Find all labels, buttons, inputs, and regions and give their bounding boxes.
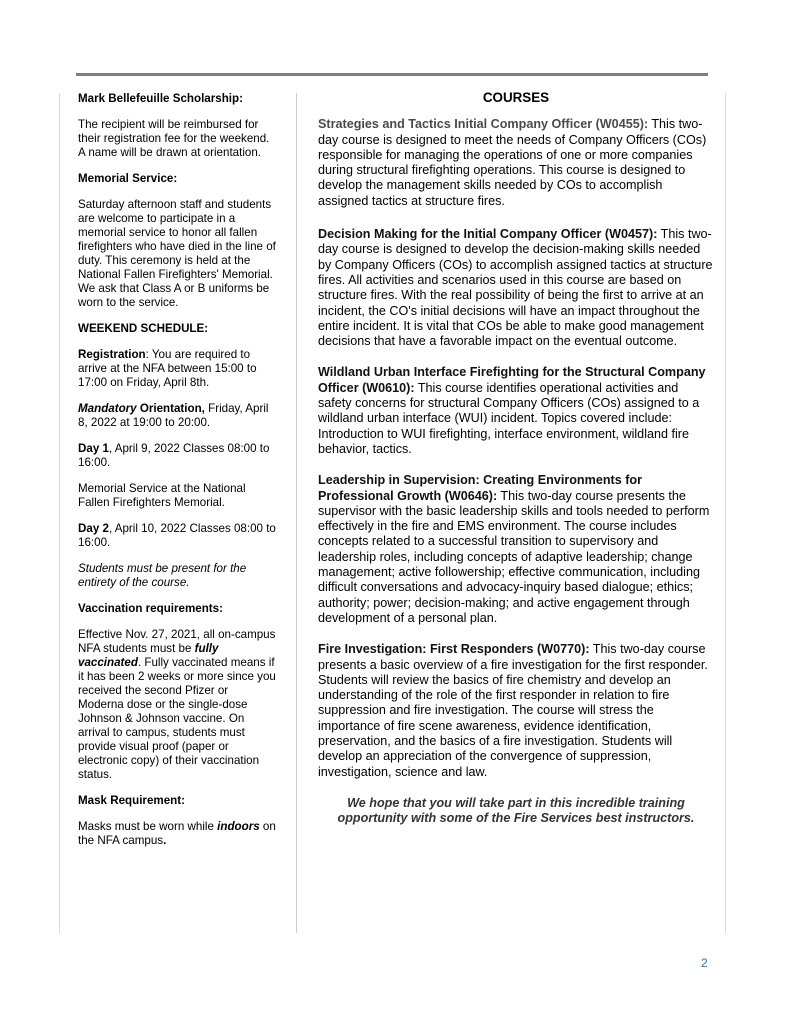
presence-italic: Students must be present for the entirety of the course. (78, 562, 247, 589)
mask-heading: Mask Requirement: (78, 794, 185, 807)
day1-label: Day 1 (78, 442, 109, 455)
registration-text: : You are required to arrive at the NFA between 15:00 to 17:00 on Friday, April 8th. (78, 348, 257, 389)
course-description: This two-day course presents a basic overview of a fire investigation for the first responder. Students will review the basics of fire chemistry and develop an understanding of the role of the first responder in relation to fire suppression and fire investigation. The course will stress the importance of fire scene awareness, evidence identification, preservation, and the basics of a fire investigation. Students will develop an appreciation of the convergence of suppression, investigation, science and law. (318, 642, 708, 779)
vaccination-text-1: Effective Nov. 27, 2021, all on-campus NFA students must be (78, 628, 276, 655)
day2-text: , April 10, 2022 Classes 08:00 to 16:00. (78, 522, 276, 549)
top-rule (76, 73, 708, 76)
course-title: Fire Investigation: First Responders (W0770): (318, 642, 590, 657)
courses-title: COURSES (482, 90, 550, 105)
registration-paragraph (78, 348, 276, 390)
left-margin-rule (59, 93, 60, 933)
page-number: 2 (701, 956, 708, 970)
day1-paragraph (78, 442, 276, 470)
vaccination-emphasis: fully vaccinated (78, 642, 219, 669)
course-description: This two-day course presents the supervisor with the basic leadership skills and tools needed to perform effectively in the fire and EMS environment. The course includes concepts related to a successful transition to supervisory and leadership roles, including concepts of adaptive leadership; change management; active followership; effective communication, including difficult conversations and advocacy-inquiry based dialogue; ethics; authority; power; decision-making; and active engagement through development of a personal plan. (318, 488, 710, 625)
orientation-label: Orientation, (136, 402, 205, 415)
course-w0610 (318, 365, 714, 457)
mask-text-2: on the NFA campus (78, 820, 276, 847)
registration-label: Registration (78, 348, 146, 361)
mask-text (78, 820, 276, 848)
memorial-heading: Memorial Service: (78, 172, 178, 185)
vaccination-heading: Vaccination requirements: (78, 602, 223, 615)
right-column (318, 90, 714, 839)
mask-period: . (163, 834, 167, 847)
course-title: Leadership in Supervision: Creating Environments for Professional Growth (W0646): (318, 473, 642, 503)
schedule-heading: WEEKEND SCHEDULE: (78, 322, 209, 335)
course-w0646 (318, 473, 714, 626)
course-title: Strategies and Tactics Initial Company Officer (W0455): (318, 117, 649, 132)
column-divider (296, 93, 297, 933)
vaccination-text-2: . Fully vaccinated means if it has been 2 weeks or more since you received the second Pfizer or Moderna dose or the single-dose Johnson & Johnson vaccine. On arrival to campus, students must provide visual proof (paper or electronic copy) of their vaccination status. (78, 656, 276, 781)
course-w0770 (318, 642, 714, 780)
day2-paragraph (78, 522, 276, 550)
right-margin-rule (725, 93, 726, 933)
orientation-paragraph (78, 402, 276, 430)
orientation-mandatory: Mandatory (78, 402, 137, 415)
mask-text-1: Masks must be worn while (78, 820, 218, 833)
course-w0455 (318, 117, 714, 209)
scholarship-heading: Mark Bellefeuille Scholarship: (78, 92, 243, 105)
day1-text: , April 9, 2022 Classes 08:00 to 16:00. (78, 442, 270, 469)
course-description: This course identifies operational activities and safety concerns for structural Company Officers (COs) assigned to a wildland urban interface (WUI) incident. Topics covered include: Introduction to WUI firefighting, interface environment, wildland fire behavior, tactics. (318, 380, 700, 456)
course-description: This two-day course is designed to develop the decision-making skills needed by Company Officers (COs) to accomplish assigned tactics at structure fires. All activities and scenarios used in this course are based on structure fires. With the real possibility of being the first to arrive at an incident, the CO's initial decisions will have an impact throughout the entire incident. It is vital that COs be able to make good management decisions that have a favorable impact on the eventual outcome. (318, 227, 713, 349)
course-w0457 (318, 227, 714, 349)
course-title: Wildland Urban Interface Firefighting for the Structural Company Officer (W0610): (318, 365, 706, 395)
vaccination-text (78, 628, 276, 782)
orientation-text: Friday, April 8, 2022 at 19:00 to 20:00. (78, 402, 269, 429)
left-column (78, 92, 276, 860)
memorial-text: Saturday afternoon staff and students are welcome to participate in a memorial service to honor all fallen firefighters who have died in the line of duty. This ceremony is held at the National Fallen Firefighters' Memorial. We ask that Class A or B uniforms be worn to the service. (78, 198, 276, 309)
course-description: This two-day course is designed to meet the needs of Company Officers (COs) responsible for managing the operations of one or more companies during structural firefighting operations. This course is designed to develop the management skills needed by COs to accomplish assigned tactics at structure fires. (318, 117, 707, 208)
day2-label: Day 2 (78, 522, 109, 535)
memorial-day-text: Memorial Service at the National Fallen Firefighters Memorial. (78, 482, 246, 509)
mask-emphasis: indoors (217, 820, 260, 833)
scholarship-text: The recipient will be reimbursed for their registration fee for the weekend. A name will be drawn at orientation. (78, 118, 270, 159)
course-title: Decision Making for the Initial Company Officer (W0457): (318, 227, 658, 242)
closing-statement: We hope that you will take part in this incredible training opportunity with some of the Fire Services best instructors. (337, 795, 695, 826)
presence-text (78, 562, 276, 590)
